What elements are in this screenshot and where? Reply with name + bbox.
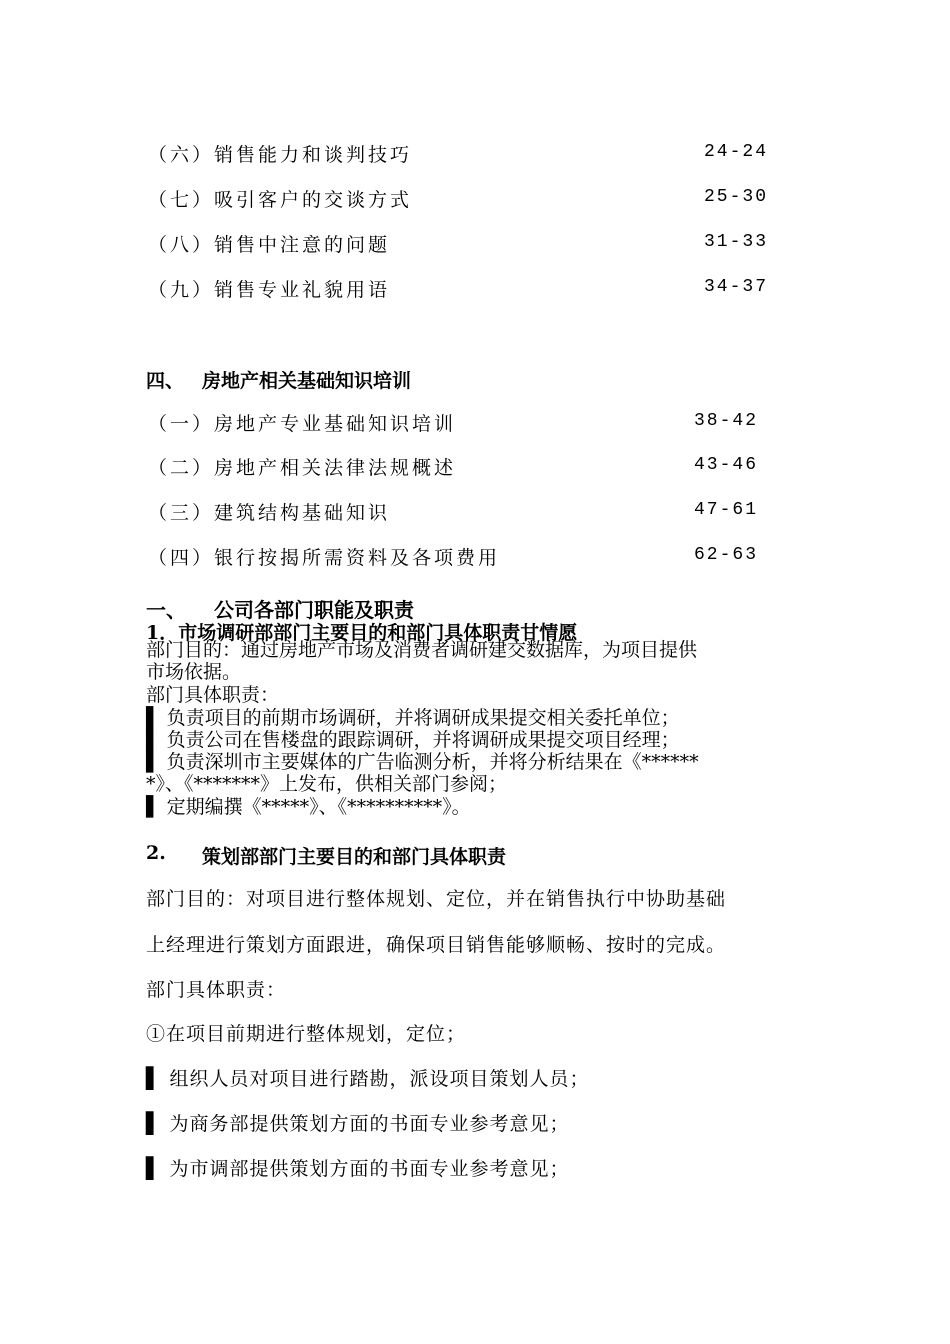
dept-1-duty-4: [146, 797, 471, 817]
dept-1-duty-3-continued: *》、《*******》上发布，供相关部门参阅；: [146, 773, 508, 795]
dept-1-purpose-line-2: 市场依据。: [146, 661, 242, 683]
toc-item-4-3-title: （三）建筑结构基础知识: [148, 502, 391, 524]
toc-item-7-pages: 25-30: [704, 187, 769, 207]
dept-2-duty-2: [146, 1109, 569, 1136]
dept-2-duty-3: [146, 1154, 569, 1181]
toc-item-6-pages: 24-24: [704, 142, 769, 162]
toc-item-9-pages: 34-37: [704, 277, 769, 297]
dept-2-sub-1: ①在项目前期进行整体规划，定位；: [146, 1023, 467, 1045]
dept-1-duty-4-text: 定期编撰《*****》、《**********》。: [166, 796, 471, 818]
dept-2-duties-label: 部门具体职责：: [146, 979, 287, 1001]
toc-item-8-title: （八）销售中注意的问题: [148, 234, 391, 256]
bullet-icon: ▌: [146, 796, 161, 818]
dept-2-duty-3-text: 为市调部提供策划方面的书面专业参考意见；: [169, 1158, 570, 1180]
toc-item-4-1-pages: 38-42: [694, 411, 759, 431]
toc-item-9-title: （九）销售专业礼貌用语: [148, 279, 391, 301]
dept-2-purpose-line-2: 上经理进行策划方面跟进，确保项目销售能够顺畅、按时的完成。: [146, 934, 727, 956]
toc-item-4-2-pages: 43-46: [694, 455, 759, 475]
toc-item-4-2-title: （二）房地产相关法律法规概述: [148, 457, 457, 479]
dept-1-duties-label: 部门具体职责：: [146, 684, 280, 706]
bullet-icon: ▌: [146, 707, 161, 729]
dept-2-purpose-line-1: 部门目的：对项目进行整体规划、定位，并在销售执行中协助基础: [146, 888, 727, 910]
dept-1-duty-2: [146, 730, 680, 750]
bullet-icon: ▌: [146, 1066, 163, 1090]
toc-item-4-1-title: （一）房地产专业基础知识培训: [148, 413, 457, 435]
dept-2-number: 2.: [146, 842, 166, 864]
toc-item-7-title: （七）吸引客户的交谈方式: [148, 189, 413, 211]
chapter-1-number: 一、: [146, 598, 186, 622]
dept-1-duty-2-text: 负责公司在售楼盘的跟踪调研，并将调研成果提交项目经理；: [166, 729, 680, 751]
dept-1-heading: 1．市场调研部部门主要目的和部门具体职责甘情愿: [146, 622, 578, 644]
dept-2-duty-1-text: 组织人员对项目进行踏勘，派设项目策划人员；: [169, 1068, 590, 1090]
dept-1-duty-1: [146, 708, 680, 728]
dept-2-duty-2-text: 为商务部提供策划方面的书面专业参考意见；: [169, 1113, 570, 1135]
bullet-icon: ▌: [146, 729, 161, 751]
dept-1-purpose-line-1: 部门目的：通过房地产市场及消费者调研建交数据库，为项目提供: [146, 639, 698, 661]
dept-1-duty-3-text: 负责深圳市主要媒体的广告临测分析，并将分析结果在《******: [166, 751, 699, 773]
toc-item-4-4-title: （四）银行按揭所需资料及各项费用: [148, 547, 501, 569]
toc-item-8-pages: 31-33: [704, 232, 769, 252]
toc-item-4-3-pages: 47-61: [694, 500, 759, 520]
dept-2-duty-1: [146, 1064, 589, 1091]
chapter-1-title: 公司各部门职能及职责: [214, 598, 414, 622]
dept-2-title: 策划部部门主要目的和部门具体职责: [202, 846, 507, 868]
toc-section-4-title: 房地产相关基础知识培训: [202, 370, 412, 392]
toc-section-4-number: 四、: [146, 370, 185, 392]
dept-1-duty-3: [146, 752, 699, 772]
toc-item-4-4-pages: 62-63: [694, 545, 759, 565]
bullet-icon: ▌: [146, 1111, 163, 1135]
bullet-icon: ▌: [146, 751, 161, 773]
toc-item-6-title: （六）销售能力和谈判技巧: [148, 144, 413, 166]
bullet-icon: ▌: [146, 1156, 163, 1180]
dept-1-duty-1-text: 负责项目的前期市场调研，并将调研成果提交相关委托单位；: [166, 707, 680, 729]
